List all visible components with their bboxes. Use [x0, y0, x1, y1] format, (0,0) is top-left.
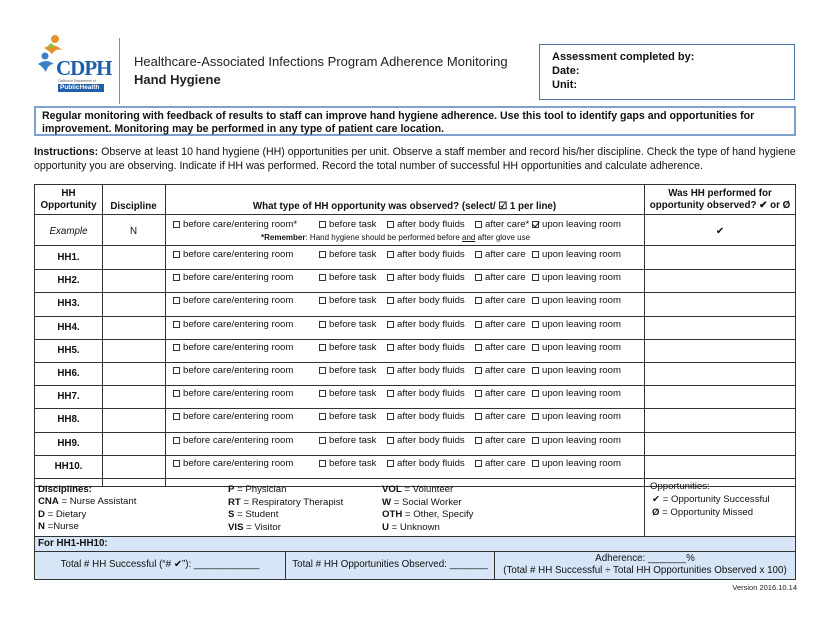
checkbox-icon[interactable] [532, 344, 539, 351]
option-2[interactable] [319, 219, 376, 230]
checkbox-icon[interactable] [173, 321, 180, 328]
option-3[interactable] [387, 458, 465, 469]
option-label: after care [485, 249, 526, 260]
checkbox-icon[interactable] [532, 297, 539, 304]
option-label: before care/entering room [183, 388, 294, 400]
checkbox-icon[interactable] [475, 367, 482, 374]
option-label: before care/entering room [183, 341, 294, 353]
checkbox-icon[interactable] [387, 460, 394, 467]
option-5[interactable] [532, 388, 621, 399]
checkbox-icon[interactable] [475, 251, 482, 258]
option-label: after body fluids [397, 388, 465, 400]
legend-item: W = Social Worker [382, 496, 462, 508]
option-4[interactable] [475, 272, 526, 283]
option-label: after body fluids [397, 318, 465, 330]
totals-divider [35, 551, 795, 552]
checkbox-icon[interactable] [319, 344, 326, 351]
checkbox-icon[interactable] [173, 221, 180, 228]
option-3[interactable] [387, 365, 465, 376]
option-4[interactable] [475, 295, 526, 306]
option-label: after body fluids [397, 434, 465, 446]
page-subtitle: Hand Hygiene [134, 72, 221, 87]
row-label: HH4. [57, 321, 80, 333]
option-label: upon leaving room [542, 272, 621, 284]
option-label: before task [329, 457, 377, 469]
option-label: upon leaving room [542, 388, 621, 400]
check-icon: ✔ [652, 494, 661, 505]
option-label: before care/entering room [183, 434, 294, 446]
option-3[interactable] [387, 249, 465, 260]
for-label: For HH1-HH10: [38, 538, 108, 549]
option-1[interactable] [173, 435, 293, 446]
version-label: Version 2016.10.14 [732, 583, 797, 592]
performed-input[interactable] [645, 292, 795, 314]
null-icon: Ø [652, 507, 660, 518]
instructions-text: Observe at least 10 hand hygiene (HH) opportunities per unit. Observe a staff member and record his/her discipline. Check the type of hand hygiene opportunity you are observing. Indicate if HH was performed. Record the total number of successful HH opportunities and calculate adherence. [34, 146, 796, 172]
option-1[interactable] [173, 295, 293, 306]
option-label: upon leaving room [542, 457, 621, 469]
option-4[interactable] [475, 319, 526, 330]
checkbox-icon[interactable] [319, 390, 326, 397]
checkbox-icon[interactable] [387, 251, 394, 258]
option-3[interactable] [387, 272, 465, 283]
option-3[interactable] [387, 295, 465, 306]
observation-table [34, 184, 796, 487]
checkbox-icon[interactable] [173, 413, 180, 420]
discipline-input[interactable] [103, 408, 164, 430]
legend-item: OTH = Other, Specify [382, 509, 474, 520]
option-label: before task [329, 249, 377, 260]
option-3[interactable] [387, 342, 465, 353]
cdph-logo [34, 34, 114, 92]
option-label: before task [329, 434, 377, 446]
option-label: before care/entering room [183, 457, 294, 469]
assessment-box [539, 44, 795, 100]
option-5[interactable] [532, 458, 621, 469]
option-label: before task [329, 388, 377, 400]
performed-input[interactable] [645, 316, 795, 338]
performed-input[interactable] [645, 269, 795, 291]
page-title: Healthcare-Associated Infections Program Adherence Monitoring [134, 54, 508, 69]
checkbox-icon[interactable] [387, 390, 394, 397]
date-field[interactable]: Date: [552, 65, 580, 77]
checkbox-icon[interactable] [173, 297, 180, 304]
option-4[interactable] [475, 365, 526, 376]
header-divider [119, 38, 120, 104]
option-5[interactable] [532, 319, 621, 330]
option-3[interactable] [387, 219, 465, 230]
row-label: HH2. [57, 275, 80, 287]
checkbox-icon[interactable] [173, 460, 180, 467]
option-2[interactable] [319, 365, 376, 376]
option-1[interactable] [173, 272, 293, 283]
discipline-input[interactable] [103, 339, 164, 361]
assessment-completed-by-field[interactable]: Assessment completed by: [552, 51, 695, 63]
option-label: after body fluids [397, 457, 465, 469]
checkbox-icon[interactable] [532, 321, 539, 328]
checkbox-icon[interactable] [475, 321, 482, 328]
option-label: upon leaving room [542, 434, 621, 446]
checkbox-icon[interactable] [532, 390, 539, 397]
option-label: after care [485, 295, 526, 307]
option-label: before task [329, 341, 377, 353]
option-label: after care [485, 365, 526, 376]
checkbox-icon[interactable] [475, 413, 482, 420]
option-label: before care/entering room [183, 249, 294, 260]
logo-subtitle: PublicHealth [58, 84, 104, 92]
legend-item: CNA = Nurse Assistant [38, 496, 137, 507]
legend-box [34, 478, 796, 537]
option-label: after body fluids [397, 341, 465, 353]
option-2[interactable] [319, 319, 376, 330]
checkbox-icon[interactable] [319, 274, 326, 281]
adherence-formula: (Total # HH Successful ÷ Total HH Opportunities Observed x 100) [503, 565, 787, 576]
option-1[interactable] [173, 249, 293, 260]
discipline-input[interactable] [103, 455, 164, 477]
checkbox-icon[interactable] [319, 460, 326, 467]
option-4[interactable] [475, 388, 526, 399]
option-2[interactable] [319, 388, 376, 399]
col-header-type: What type of HH opportunity was observed? (select/ ☑ 1 per line) [252, 201, 557, 212]
legend-item: VIS = Visitor [228, 521, 281, 533]
option-1[interactable] [173, 388, 293, 399]
option-label: before task [329, 365, 377, 376]
legend-successful: ✔ = Opportunity Successful [652, 494, 770, 505]
discipline-input[interactable] [103, 246, 164, 268]
row-label: HH10. [54, 460, 83, 472]
option-5[interactable] [532, 272, 621, 283]
option-3[interactable] [387, 411, 465, 422]
col-header-opportunity: HH Opportunity [40, 188, 97, 211]
example-remember: *Remember: Hand hygiene should be performed before and after glove use [261, 233, 531, 242]
unit-field[interactable]: Unit: [552, 79, 578, 91]
option-3[interactable] [387, 319, 465, 330]
row-label: HH8. [57, 414, 80, 426]
legend-missed: Ø = Opportunity Missed [652, 507, 754, 518]
discipline-input[interactable] [103, 362, 164, 384]
legend-item: RT = Respiratory Therapist [228, 496, 344, 508]
checkbox-icon[interactable] [475, 437, 482, 444]
option-label: before care/entering room [183, 411, 294, 423]
row-label: HH1. [57, 252, 80, 263]
option-label: after care [485, 457, 526, 469]
col-divider [165, 185, 166, 486]
option-4[interactable] [475, 342, 526, 353]
checkbox-icon[interactable] [173, 390, 180, 397]
checkbox-icon[interactable] [532, 460, 539, 467]
option-label: upon leaving room [542, 249, 621, 260]
option-label: upon leaving room [542, 295, 621, 307]
option-2[interactable] [319, 249, 376, 260]
checkbox-icon[interactable] [319, 437, 326, 444]
option-label: after body fluids [397, 411, 465, 423]
checkbox-icon[interactable] [387, 297, 394, 304]
option-4[interactable] [475, 411, 526, 422]
total-successful-field[interactable]: Total # HH Successful (“# ✔”): ____________ [60, 559, 260, 570]
option-label: before care/entering room [183, 365, 294, 376]
option-4[interactable] [475, 219, 529, 230]
checkbox-icon[interactable] [173, 437, 180, 444]
option-label: before task [329, 318, 377, 330]
checkbox-icon[interactable] [475, 297, 482, 304]
option-label: after care [485, 434, 526, 446]
example-label: Example [49, 226, 88, 237]
checkbox-icon[interactable] [532, 251, 539, 258]
option-label: before task [329, 295, 377, 307]
legend-item: D = Dietary [38, 508, 87, 520]
checkbox-icon[interactable] [173, 274, 180, 281]
checkbox-icon[interactable] [387, 321, 394, 328]
discipline-input[interactable] [103, 269, 164, 291]
performed-input[interactable] [645, 455, 795, 477]
checkbox-icon[interactable] [532, 437, 539, 444]
option-label: after care [485, 341, 526, 353]
option-5[interactable] [532, 365, 621, 376]
option-3[interactable] [387, 435, 465, 446]
legend-item: N =Nurse [38, 521, 79, 532]
checkbox-icon[interactable] [475, 460, 482, 467]
checkbox-icon[interactable] [387, 437, 394, 444]
checkbox-icon[interactable] [387, 221, 394, 228]
option-label: upon leaving room [542, 219, 621, 230]
row-divider [35, 214, 795, 215]
option-1[interactable] [173, 219, 297, 230]
option-4[interactable] [475, 435, 526, 446]
option-5[interactable] [532, 342, 621, 353]
option-2[interactable] [319, 411, 376, 422]
option-5[interactable] [532, 435, 621, 446]
logo-dept: California Department of [58, 79, 96, 83]
checkbox-icon[interactable] [319, 413, 326, 420]
checkbox-icon[interactable] [532, 274, 539, 281]
checkbox-icon[interactable] [475, 344, 482, 351]
option-4[interactable] [475, 458, 526, 469]
row-label: HH3. [57, 298, 80, 310]
checkbox-icon[interactable] [387, 367, 394, 374]
checkbox-icon[interactable] [475, 274, 482, 281]
col-header-performed: Was HH performed for opportunity observed? ✔ or Ø [649, 188, 791, 211]
discipline-input[interactable] [103, 292, 164, 314]
row-label: HH5. [57, 344, 80, 356]
example-discipline: N [129, 226, 138, 237]
performed-input[interactable] [645, 246, 795, 268]
option-label: after body fluids [397, 272, 465, 284]
performed-input[interactable] [645, 432, 795, 454]
option-label: before care/entering room* [183, 219, 298, 230]
option-label: after care [485, 411, 526, 423]
option-label: before care/entering room [183, 295, 294, 307]
option-3[interactable] [387, 388, 465, 399]
discipline-input[interactable] [103, 432, 164, 454]
checkbox-icon[interactable] [387, 344, 394, 351]
legend-item: U = Unknown [382, 521, 440, 533]
checkbox-icon[interactable] [475, 221, 482, 228]
option-1[interactable] [173, 458, 293, 469]
legend-divider [644, 479, 645, 536]
legend-item: S = Student [228, 509, 279, 520]
checkbox-icon[interactable] [387, 413, 394, 420]
intro-box: Regular monitoring with feedback of results to staff can improve hand hygiene adherence. Use this tool to identify gaps and opportunities for improvement. Monitoring may be performed in any type of patient care location. [34, 106, 796, 136]
option-label: before task [329, 219, 377, 230]
discipline-input[interactable] [103, 316, 164, 338]
option-label: after body fluids [397, 219, 465, 230]
checkbox-icon[interactable] [319, 251, 326, 258]
totals-box [34, 536, 796, 580]
opportunities-label: Opportunities: [650, 481, 710, 492]
checkbox-icon[interactable] [173, 367, 180, 374]
option-label: before task [329, 411, 377, 423]
adherence-field[interactable]: Adherence: _______% [595, 553, 695, 564]
option-label: after care [485, 318, 526, 330]
option-label: before task [329, 272, 377, 284]
performed-input[interactable] [645, 408, 795, 430]
row-label: HH7. [57, 391, 80, 403]
option-label: upon leaving room [542, 411, 621, 423]
logo-text: CDPH [56, 56, 112, 80]
option-label: after care [485, 272, 526, 284]
checkbox-icon[interactable] [387, 274, 394, 281]
option-1[interactable] [173, 319, 293, 330]
option-5[interactable] [532, 219, 621, 230]
option-label: upon leaving room [542, 365, 621, 376]
checkbox-icon[interactable] [319, 297, 326, 304]
checkbox-icon[interactable] [532, 413, 539, 420]
checkbox-icon[interactable] [319, 367, 326, 374]
option-1[interactable] [173, 411, 293, 422]
discipline-input[interactable] [103, 385, 164, 407]
performed-input[interactable] [645, 362, 795, 384]
option-label: before care/entering room [183, 272, 294, 284]
option-1[interactable] [173, 365, 293, 376]
example-result: ✔ [715, 226, 725, 237]
checkbox-icon[interactable] [532, 221, 539, 228]
option-2[interactable] [319, 295, 376, 306]
disciplines-label: Disciplines: [38, 484, 92, 495]
option-5[interactable] [532, 249, 621, 260]
col-header-discipline: Discipline [110, 201, 157, 212]
option-5[interactable] [532, 411, 621, 422]
option-label: after care [485, 388, 526, 400]
performed-input[interactable] [645, 385, 795, 407]
option-4[interactable] [475, 249, 526, 260]
option-2[interactable] [319, 342, 376, 353]
option-2[interactable] [319, 435, 376, 446]
row-label: HH6. [57, 368, 80, 379]
checkbox-icon[interactable] [173, 251, 180, 258]
performed-input[interactable] [645, 339, 795, 361]
checkbox-icon[interactable] [319, 321, 326, 328]
checkbox-icon[interactable] [532, 367, 539, 374]
legend-item: P = Physician [228, 484, 287, 495]
checkbox-icon[interactable] [475, 390, 482, 397]
legend-item: VOL = Volunteer [382, 484, 454, 495]
total-observed-field[interactable]: Total # HH Opportunities Observed: _______ [292, 559, 488, 570]
option-label: after body fluids [397, 295, 465, 307]
option-label: upon leaving room [542, 341, 621, 353]
option-2[interactable] [319, 272, 376, 283]
option-1[interactable] [173, 342, 293, 353]
option-2[interactable] [319, 458, 376, 469]
instructions-label: Instructions: [34, 146, 99, 158]
option-5[interactable] [532, 295, 621, 306]
option-label: before care/entering room [183, 318, 294, 330]
instructions [34, 145, 804, 173]
checkbox-icon[interactable] [319, 221, 326, 228]
row-label: HH9. [57, 437, 80, 449]
option-label: upon leaving room [542, 318, 621, 330]
checkbox-icon[interactable] [173, 344, 180, 351]
option-label: after care* [485, 219, 530, 230]
option-label: after body fluids [397, 365, 465, 376]
option-label: after body fluids [397, 249, 465, 260]
